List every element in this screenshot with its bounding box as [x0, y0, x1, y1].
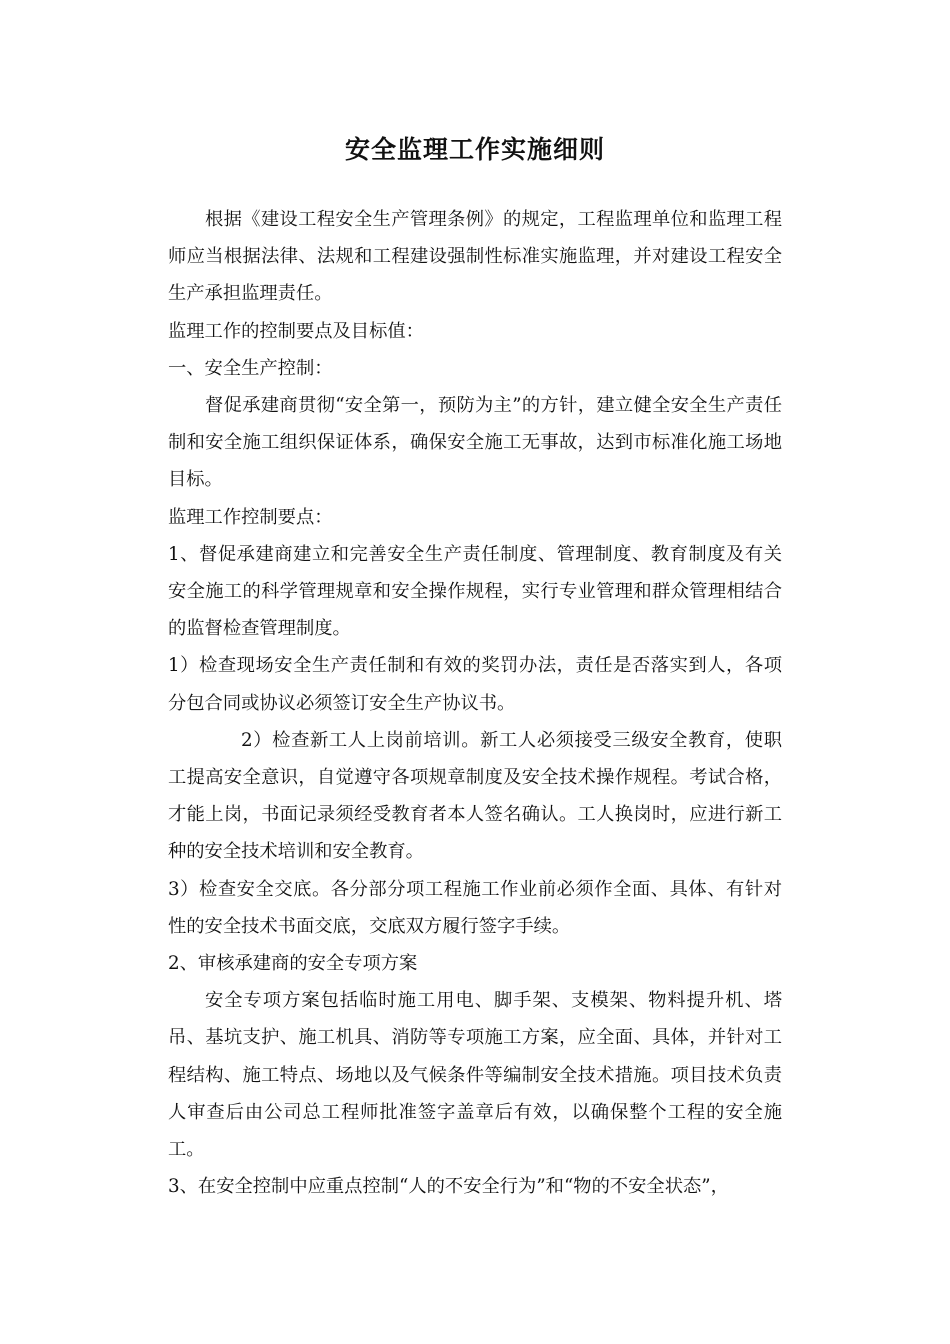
- paragraph-special-plans: 安全专项方案包括临时施工用电、脚手架、支模架、物料提升机、塔吊、基坑支护、施工机具、消防等专项施工方案，应全面、具体，并针对工程结构、施工特点、场地以及气候条件等编制安全技术措施。项目技术负责人审查后由公司总工程师批准签字盖章后有效，以确保整个工程的安全施工。: [168, 990, 782, 1161]
- list-item-2: 2、审核承建商的安全专项方案: [168, 953, 418, 975]
- list-item-3: 3、在安全控制中应重点控制“人的不安全行为”和“物的不安全状态”，: [168, 1176, 729, 1198]
- document-title: 安全监理工作实施细则: [344, 135, 605, 164]
- section-heading-safety-control: 一、安全生产控制：: [168, 357, 333, 379]
- document-body: [168, 201, 782, 1205]
- list-item-1-sub-1: 1）检查现场安全生产责任制和有效的奖罚办法，责任是否落实到人，各项分包合同或协议必须签订安全生产协议书。: [168, 655, 782, 714]
- paragraph-control-points-heading: 监理工作的控制要点及目标值：: [168, 320, 424, 342]
- list-item-1-sub-3: 3）检查安全交底。各分部分项工程施工作业前必须作全面、具体、有针对性的安全技术书面交底，交底双方履行签字手续。: [168, 878, 782, 937]
- paragraph-safety-policy: 督促承建商贯彻“安全第一，预防为主”的方针，建立健全安全生产责任制和安全施工组织保证体系，确保安全施工无事故，达到市标准化施工场地目标。: [168, 395, 782, 491]
- list-item-1: 1、督促承建商建立和完善安全生产责任制度、管理制度、教育制度及有关安全施工的科学管理规章和安全操作规程，实行专业管理和群众管理相结合的监督检查管理制度。: [168, 543, 782, 640]
- list-item-1-sub-2: 2）检查新工人上岗前培训。新工人必须接受三级安全教育，使职工提高安全意识，自觉遵守各项规章制度及安全技术操作规程。考试合格，才能上岗，书面记录须经受教育者本人签名确认。工人换岗时，应进行新工种的安全技术培训和安全教育。: [168, 729, 782, 863]
- paragraph-intro: 根据《建设工程安全生产管理条例》的规定，工程监理单位和监理工程师应当根据法律、法规和工程建设强制性标准实施监理，并对建设工程安全生产承担监理责任。: [168, 209, 782, 305]
- paragraph-work-control-heading: 监理工作控制要点：: [168, 506, 333, 528]
